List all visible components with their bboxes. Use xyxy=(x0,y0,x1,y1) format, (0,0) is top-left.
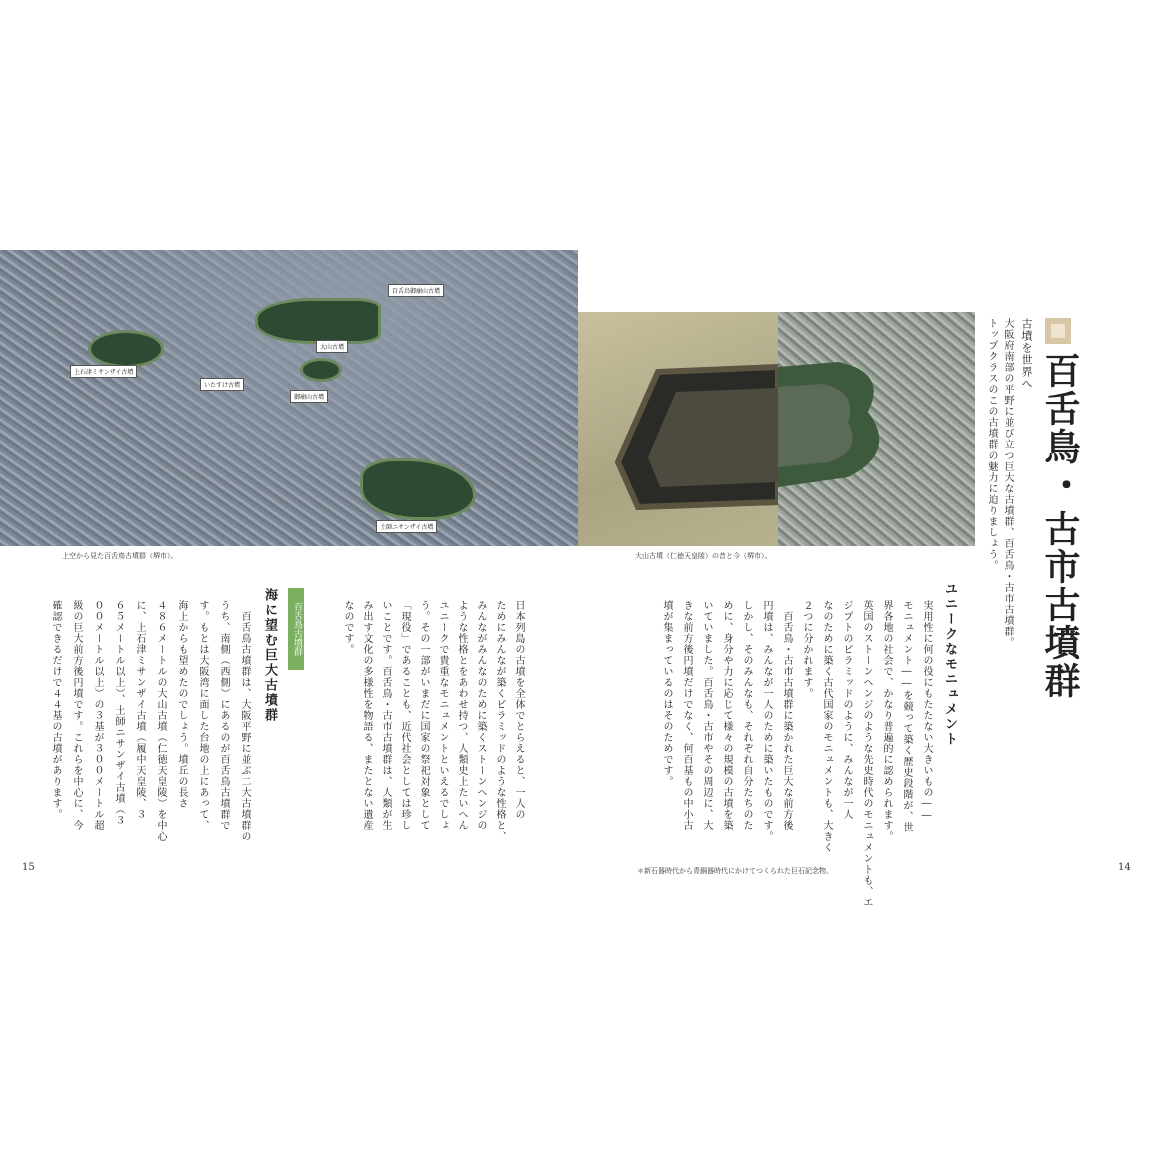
body-line: す。もとは大阪湾に面した台地の上にあって、 xyxy=(197,600,208,831)
body-line: 日本列島の古墳を全体でとらえると、一人の xyxy=(513,600,524,820)
title-separator: ・ xyxy=(1043,466,1085,502)
body-line: ためにみんなが築くピラミッドのような性格と、 xyxy=(494,600,505,842)
body-line: 級の巨大前方後円墳です。これらを中心に、今 xyxy=(71,600,82,831)
aerial-caption: 上空から見た百舌鳥古墳群（堺市）。 xyxy=(62,552,178,560)
body-line: う。その一部がいまだに国家の祭祀対象として xyxy=(418,600,429,831)
aerial-photo xyxy=(0,250,578,546)
body-line: 円墳は、みんなが一人のために築いたものです。 xyxy=(761,600,772,842)
body-line: ユニークで貴重なモニュメントといえるでしょ xyxy=(437,600,448,831)
section-heading-left: 海に望む巨大古墳群 xyxy=(262,588,277,723)
kicker: 古墳を世界へ xyxy=(1020,318,1033,390)
title-mark-icon xyxy=(1045,318,1071,344)
forested-tomb-drawing xyxy=(778,312,975,546)
body-line: に、上石津ミサンザイ古墳（履中天皇陵、３ xyxy=(134,600,145,820)
body-line: ような性格とをあわせ持つ、人類史上たいへん xyxy=(456,600,467,831)
title-part2: 古市古墳群 xyxy=(1039,510,1081,700)
body-line: ジプトのピラミッドのように、みんなが一人 xyxy=(841,600,852,820)
body-line: 英国のストーンヘンジのような先史時代のモニュメントも、エ xyxy=(861,600,872,908)
lead-line: 大阪府南部の平野に並び立つ巨大な古墳群、百舌鳥・古市古墳群。 xyxy=(1002,318,1013,648)
body-line: 百舌鳥古墳群は、大阪平野に並ぶ二大古墳群の xyxy=(239,600,250,842)
body-line: 「現役」であることも、近代社会としては珍し xyxy=(399,600,410,831)
reconstruction-caption: 大山古墳（仁徳天皇陵）の昔と今（堺市）。 xyxy=(635,552,772,560)
body-line: 墳が集まっているのはそのためです。 xyxy=(661,600,672,787)
body-line: しかし、そのみんなも、それぞれ自分たちのた xyxy=(741,600,752,831)
title-part1: 百舌鳥 xyxy=(1039,352,1081,466)
body-line: ４８６メートルの大山古墳（仁徳天皇陵）を中心 xyxy=(155,600,166,842)
page-number-right: 14 xyxy=(1118,862,1131,873)
section-tag: 百舌鳥古墳群 xyxy=(288,588,304,670)
body-line: 界各地の社会で、かなり普遍的に認められます。 xyxy=(881,600,892,842)
body-line: 実用性に何の役にもたたない大きいもの―― xyxy=(921,600,932,822)
aerial-label: 土師ニサンザイ古墳 xyxy=(376,520,437,533)
footnote: ＊新石器時代から青銅器時代にかけてつくられた巨石記念物。 xyxy=(637,867,833,875)
body-line: ２つに分かれます。 xyxy=(801,600,812,699)
aerial-label: いたすけ古墳 xyxy=(200,378,244,391)
aerial-label: 上石津ミサンザイ古墳 xyxy=(70,365,137,378)
body-line: 百舌鳥・古市古墳群に築かれた巨大な前方後 xyxy=(781,600,792,831)
body-line: うち、南側（西側）にあるのが百舌鳥古墳群で xyxy=(218,600,229,831)
body-line: 海上からも望めたのでしょう。墳丘の長さ xyxy=(176,600,187,809)
body-line: ００メートル以上）の３基が３００メートル超 xyxy=(92,600,103,831)
section-heading: ユニークなモニュメント xyxy=(942,582,957,747)
keyhole-tomb-drawing xyxy=(578,312,778,546)
body-line: いていました。百舌鳥・古市やその周辺に、大 xyxy=(701,600,712,831)
body-line: めに、身分や力に応じて様々の規模の古墳を築 xyxy=(721,600,732,831)
body-line: なのために築く古代国家のモニュメントも、大きく xyxy=(821,600,832,853)
aerial-label: 大山古墳 xyxy=(316,340,348,353)
body-line: モニュメント――を競って築く歴史段階が、世 xyxy=(901,600,912,833)
body-line: きな前方後円墳だけでなく、何百基もの中小古 xyxy=(681,600,692,831)
aerial-label: 百舌鳥御廟山古墳 xyxy=(388,284,444,297)
body-line: ６５メートル以上）、土師ニサンザイ古墳（３ xyxy=(113,600,124,826)
aerial-label: 御廟山古墳 xyxy=(290,390,328,403)
reconstruction-present-half xyxy=(778,312,975,546)
body-line: みんながみんなのために築くストーンヘンジの xyxy=(475,600,486,831)
page-number-left: 15 xyxy=(22,862,35,873)
body-line: 確認できるだけで４４基の古墳があります。 xyxy=(50,600,61,820)
body-line: なのです。 xyxy=(342,600,353,655)
body-line: み出す文化の多様性を物語る、またとない遺産 xyxy=(361,600,372,831)
reconstruction-photo xyxy=(578,312,975,546)
reconstruction-past-half xyxy=(578,312,778,546)
body-line: いことです。百舌鳥・古市古墳群は、人類が生 xyxy=(380,600,391,831)
lead-line: トップクラスのこの古墳群の魅力に迫りましょう。 xyxy=(986,318,997,571)
